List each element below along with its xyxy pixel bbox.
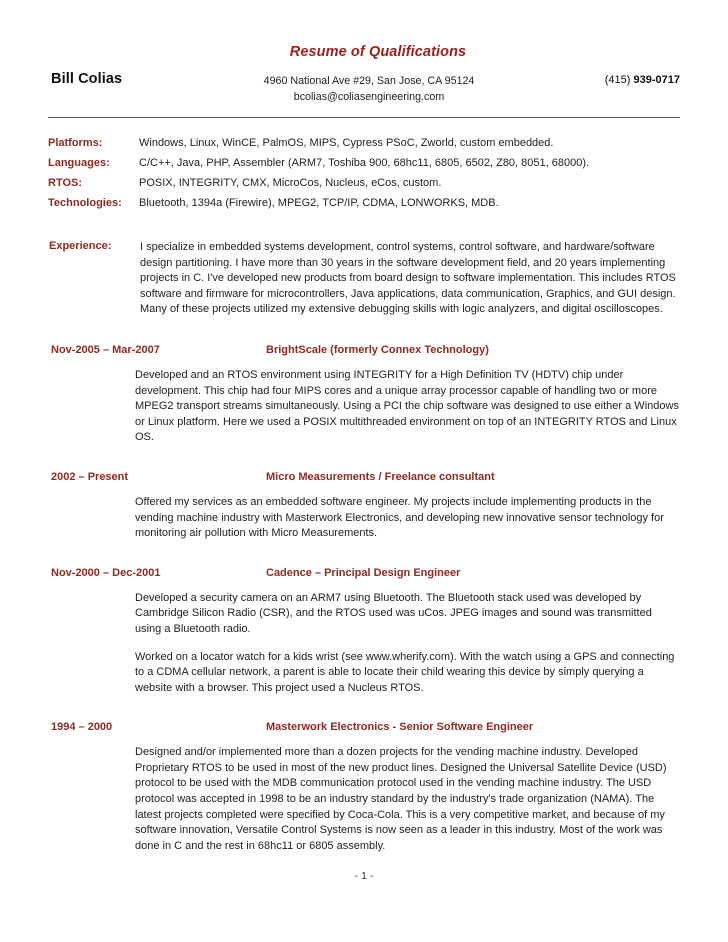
- skills-table: [48, 137, 680, 217]
- person-name: Bill Colias: [51, 71, 123, 87]
- table-row: [48, 239, 680, 319]
- phone-area-code: (415): [604, 74, 634, 86]
- experience-text: I specialize in embedded systems development, control systems, control software, and hardware/software design partitioning. I have more than 30 years in the software development field, and 20 years implementing projects in C. I've developed new products from board design to software implementation. This includes RTOS software and firmware for microcontrollers, Java applications, data communication, Graphics, and GUI design. Many of these projects utilized my extensive debugging skills with logic analyzers, and digital oscilloscopes.: [140, 241, 676, 316]
- job-entry-micro-measurements: [48, 471, 680, 542]
- job-entry-brightscale: [48, 344, 680, 446]
- header-divider: [48, 117, 680, 118]
- job-company: Masterwork Electronics - Senior Software Engineer: [266, 721, 534, 734]
- contact-block: [48, 71, 680, 105]
- document-title: Resume of Qualifications: [289, 44, 467, 60]
- job-dates: Nov-2005 – Mar-2007: [51, 343, 160, 356]
- email-address[interactable]: bcolias@coliasengineering.com: [293, 90, 445, 103]
- table-row: [48, 137, 680, 157]
- job-description: [135, 591, 680, 697]
- job-paragraph: Offered my services as an embedded software engineer. My projects include implementing products in the vending machine industry with Masterwork Electronics, and developing new innovative sensor technology for monitoring air pollution with Micro Measurements.: [135, 495, 664, 540]
- job-entry-masterwork: [48, 721, 680, 854]
- job-description: [135, 495, 680, 542]
- page-number: - 1 -: [354, 870, 374, 882]
- job-description: [135, 745, 680, 854]
- skills-value-languages: C/C++, Java, PHP, Assembler (ARM7, Toshiba 900, 68hc11, 6805, 6502, Z80, 8051, 68000).: [139, 157, 590, 169]
- experience-label: Experience:: [49, 240, 112, 252]
- table-row: [48, 197, 680, 217]
- skills-label-rtos: RTOS:: [48, 177, 83, 189]
- job-company: Micro Measurements / Freelance consultant: [266, 470, 495, 483]
- job-heading: [48, 567, 680, 582]
- job-paragraph: Developed a security camera on an ARM7 using Bluetooth. The Bluetooth stack used was developed by Cambridge Silicon Radio (CSR), and the RTOS used was uCos. JPEG images and sound was transmitted using a Bluetooth radio.: [135, 591, 652, 635]
- job-heading: [48, 344, 680, 359]
- job-entry-cadence: [48, 567, 680, 697]
- job-heading: [48, 471, 680, 486]
- job-paragraph: Worked on a locator watch for a kids wrist (see www.wherify.com). With the watch using a GPS and connecting to a CDMA cellular network, a parent is able to locate their child wearing this device by simply querying a website with a browser. This project used a Nucleus RTOS.: [135, 650, 675, 694]
- job-company: BrightScale (formerly Connex Technology): [266, 343, 489, 356]
- skills-label-technologies: Technologies:: [48, 197, 122, 209]
- job-dates: 1994 – 2000: [51, 721, 113, 734]
- job-paragraph: Developed and an RTOS environment using INTEGRITY for a High Definition TV (HDTV) chip under development. This chip had four MIPS cores and a unique array processor capable of handling two or more MPEG2 transport streams simultaneously. Using a PCI the chip software was designed to use either a Windows or Linux platform. Here we used a POSIX multithreaded environment on top of an INTEGRITY RTOS and Linux OS.: [135, 368, 679, 444]
- table-row: [48, 157, 680, 177]
- skills-label-platforms: Platforms:: [48, 137, 103, 149]
- skills-value-rtos: POSIX, INTEGRITY, CMX, MicroCos, Nucleus, eCos, custom.: [139, 177, 442, 189]
- table-row: [48, 177, 680, 197]
- job-dates: 2002 – Present: [51, 470, 129, 483]
- job-dates: Nov-2000 – Dec-2001: [51, 566, 161, 579]
- skills-label-languages: Languages:: [48, 157, 110, 169]
- mailing-address: 4960 National Ave #29, San Jose, CA 95124: [263, 75, 475, 87]
- phone-number: [605, 74, 680, 86]
- job-company: Cadence – Principal Design Engineer: [266, 566, 461, 579]
- job-paragraph: Designed and/or implemented more than a dozen projects for the vending machine industry. Developed Proprietary RTOS to be used in most of the new product lines. Designed the Universal Satellite Device (USD) protocol to be used with the MDB communication protocol used in the vending machine industry. The USD protocol was accepted in 1998 to be an industry standard by the industry's trade organization (NAMA). The latest projects completed were specified by Coca-Cola. This is a very competitive market, and because of my software innovation, Versatile Control Systems is now seen as a leader in this industry. Most of the work was done in C and the rest in 68hc11 or 6805 assembly.: [135, 746, 667, 852]
- job-heading: [48, 721, 680, 736]
- skills-value-platforms: Windows, Linux, WinCE, PalmOS, MIPS, Cypress PSoC, Zworld, custom embedded.: [139, 137, 554, 149]
- experience-summary: [48, 239, 680, 319]
- skills-value-technologies: Bluetooth, 1394a (Firewire), MPEG2, TCP/IP, CDMA, LONWORKS, MDB.: [139, 197, 499, 209]
- contact-header: [48, 71, 680, 111]
- job-description: [135, 368, 680, 446]
- phone-local-number: 939-0717: [633, 74, 680, 86]
